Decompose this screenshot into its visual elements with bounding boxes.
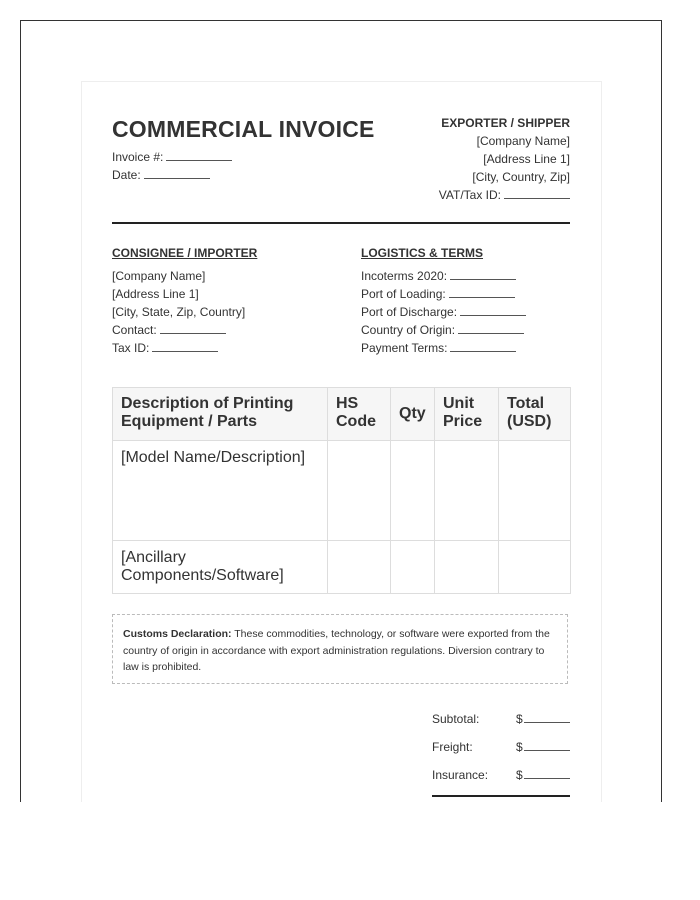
consignee-block: [112, 267, 245, 357]
col-header-description: Description of Printing Equipment / Parts: [113, 388, 328, 441]
customs-declaration-label: Customs Declaration:: [123, 628, 232, 640]
exporter-address: [Address Line 1]: [483, 152, 570, 166]
col-header-unit-price: Unit Price: [435, 388, 499, 441]
cell-hs-code[interactable]: [328, 441, 391, 541]
exporter-heading: EXPORTER / SHIPPER: [441, 116, 570, 130]
exporter-company: [Company Name]: [476, 134, 570, 148]
incoterms-field[interactable]: [450, 269, 516, 280]
col-header-total: Total (USD): [499, 388, 571, 441]
invoice-date-row: [112, 166, 210, 184]
port-loading-label: Port of Loading:: [361, 287, 446, 301]
port-discharge-row: [361, 303, 526, 321]
invoice-number-row: [112, 148, 232, 166]
freight-row: [432, 733, 570, 761]
consignee-taxid-row: [112, 339, 245, 357]
country-origin-label: Country of Origin:: [361, 323, 456, 337]
currency-symbol: $: [516, 740, 523, 754]
consignee-contact-label: Contact:: [112, 323, 157, 337]
consignee-city: [City, State, Zip, Country]: [112, 305, 246, 319]
exporter-city: [City, Country, Zip]: [472, 170, 570, 184]
totals-block: [432, 705, 570, 789]
consignee-company: [Company Name]: [112, 269, 206, 283]
insurance-field[interactable]: [524, 768, 570, 779]
cell-description[interactable]: [Ancillary Components/Software]: [113, 541, 328, 594]
port-loading-row: [361, 285, 526, 303]
cell-total[interactable]: [499, 541, 571, 594]
subtotal-row: [432, 705, 570, 733]
cell-qty[interactable]: [391, 441, 435, 541]
table-row: [113, 441, 571, 541]
country-origin-field[interactable]: [458, 323, 524, 334]
currency-symbol: $: [516, 768, 523, 782]
exporter-vat-label: VAT/Tax ID:: [438, 188, 501, 202]
port-loading-field[interactable]: [449, 287, 515, 298]
customs-declaration-text: These commodities, technology, or software were exported from the country of origin in accordance with export administration regulations. Diversion contrary to law is prohibited.: [123, 628, 550, 673]
freight-field[interactable]: [524, 740, 570, 751]
country-origin-row: [361, 321, 526, 339]
freight-label: Freight:: [432, 740, 473, 754]
exporter-block: [350, 114, 570, 204]
payment-terms-row: [361, 339, 526, 357]
cell-total[interactable]: [499, 441, 571, 541]
exporter-vat-row: [350, 186, 570, 204]
invoice-number-field[interactable]: [166, 150, 232, 161]
subtotal-label: Subtotal:: [432, 712, 480, 726]
totals-divider: [432, 795, 570, 797]
cell-unit-price[interactable]: [435, 541, 499, 594]
logistics-heading: LOGISTICS & TERMS: [361, 246, 484, 260]
insurance-value[interactable]: [516, 761, 570, 789]
consignee-taxid-label: Tax ID:: [112, 341, 150, 355]
col-header-qty: Qty: [391, 388, 435, 441]
table-row: [113, 541, 571, 594]
invoice-number-label: Invoice #:: [112, 150, 164, 164]
consignee-heading: CONSIGNEE / IMPORTER: [112, 246, 258, 260]
payment-terms-label: Payment Terms:: [361, 341, 448, 355]
consignee-contact-row: [112, 321, 245, 339]
exporter-vat-field[interactable]: [504, 188, 570, 199]
invoice-date-field[interactable]: [144, 168, 210, 179]
subtotal-field[interactable]: [524, 712, 570, 723]
invoice-date-label: Date:: [112, 168, 141, 182]
cell-description[interactable]: [Model Name/Description]: [113, 441, 328, 541]
consignee-contact-field[interactable]: [160, 323, 226, 334]
insurance-row: [432, 761, 570, 789]
col-header-hs-code: HS Code: [328, 388, 391, 441]
incoterms-label: Incoterms 2020:: [361, 269, 448, 283]
insurance-label: Insurance:: [432, 768, 489, 782]
header-divider: [112, 222, 570, 224]
cell-hs-code[interactable]: [328, 541, 391, 594]
port-discharge-field[interactable]: [460, 305, 526, 316]
customs-declaration-box: [112, 614, 568, 684]
incoterms-row: [361, 267, 526, 285]
subtotal-value[interactable]: [516, 705, 570, 733]
invoice-title: COMMERCIAL INVOICE: [112, 116, 375, 142]
port-discharge-label: Port of Discharge:: [361, 305, 458, 319]
items-table: [112, 387, 571, 594]
consignee-taxid-field[interactable]: [152, 341, 218, 352]
logistics-block: [361, 267, 526, 357]
currency-symbol: $: [516, 712, 523, 726]
consignee-address: [Address Line 1]: [112, 287, 199, 301]
payment-terms-field[interactable]: [450, 341, 516, 352]
cell-unit-price[interactable]: [435, 441, 499, 541]
freight-value[interactable]: [516, 733, 570, 761]
cell-qty[interactable]: [391, 541, 435, 594]
table-header-row: [113, 388, 571, 441]
